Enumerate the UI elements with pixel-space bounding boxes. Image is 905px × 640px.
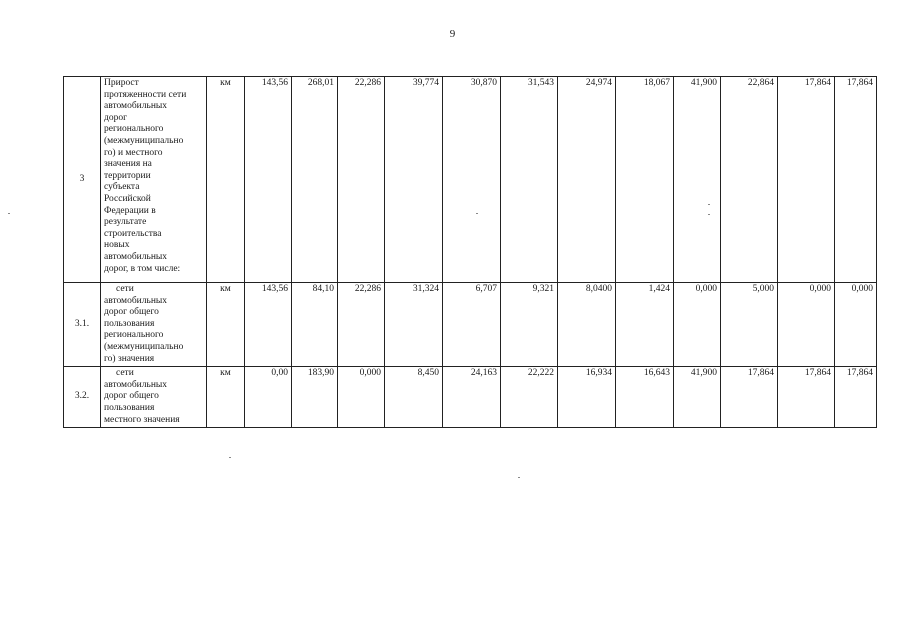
unit-cell: км	[207, 367, 245, 428]
value-cell: 41,900	[674, 77, 721, 283]
value-cell: 268,01	[292, 77, 338, 283]
value-cell: 8,450	[385, 367, 443, 428]
indicator-name-line: го) и местного	[104, 147, 163, 158]
indicator-name-line: Федерации в	[104, 205, 156, 216]
indicator-name-line: автомобильных	[104, 295, 168, 306]
value-cell: 22,286	[338, 283, 385, 367]
value-cell: 183,90	[292, 367, 338, 428]
indicator-name-line: регионального	[104, 330, 164, 341]
indicator-name-line: Прирост	[104, 78, 139, 88]
value-cell: 22,286	[338, 77, 385, 283]
indicator-name-line: автомобильных	[104, 101, 168, 112]
indicator-name-line: значения на	[104, 159, 152, 170]
indicator-name-line: регионального	[104, 124, 164, 135]
indicator-name-line: (межмуниципально	[104, 341, 184, 352]
value-cell: 0,000	[835, 283, 877, 367]
value-cell: 5,000	[721, 283, 778, 367]
scan-speck	[476, 213, 478, 214]
value-cell: 9,321	[501, 283, 558, 367]
value-cell: 22,864	[721, 77, 778, 283]
value-cell: 31,324	[385, 283, 443, 367]
value-cell: 17,864	[835, 367, 877, 428]
table-row-3	[64, 77, 877, 283]
indicator-name-line: автомобильных	[104, 379, 168, 390]
value-cell: 0,00	[245, 367, 292, 428]
scan-speck	[8, 213, 10, 214]
row-number: 3.1.	[64, 283, 101, 367]
value-cell: 143,56	[245, 283, 292, 367]
indicator-name-line: протяженности сети	[104, 89, 187, 100]
indicator-name-line: дорог, в том числе:	[104, 263, 181, 274]
value-cell: 0,000	[778, 283, 835, 367]
unit-cell: км	[207, 77, 245, 283]
indicator-name	[101, 283, 207, 367]
row-number: 3.2.	[64, 367, 101, 428]
indicator-name-line: сети	[116, 368, 134, 379]
table-row-3-2	[64, 367, 877, 428]
scan-speck	[708, 214, 710, 215]
value-cell: 17,864	[778, 77, 835, 283]
indicator-name-line: Российской	[104, 193, 151, 204]
indicator-name-line: территории	[104, 170, 151, 181]
indicator-name	[101, 77, 207, 283]
indicator-name-line: пользования	[104, 402, 155, 413]
value-cell: 84,10	[292, 283, 338, 367]
value-cell: 8,0400	[558, 283, 616, 367]
indicator-name-line: (межмуниципально	[104, 135, 184, 146]
scan-speck	[708, 204, 710, 205]
indicator-name-line: пользования	[104, 318, 155, 329]
indicator-name-line: го) значения	[104, 353, 155, 364]
indicator-name-line: строительства	[104, 228, 162, 239]
indicator-name-line: сети	[116, 284, 134, 294]
scan-speck	[518, 477, 520, 478]
value-cell: 22,222	[501, 367, 558, 428]
row-number: 3	[64, 77, 101, 283]
value-cell: 16,643	[616, 367, 674, 428]
unit-cell: км	[207, 283, 245, 367]
indicator-name-line: местного значения	[104, 414, 180, 425]
indicator-name-line: дорог общего	[104, 307, 159, 318]
value-cell: 17,864	[721, 367, 778, 428]
value-cell: 0,000	[338, 367, 385, 428]
indicator-name-line: результате	[104, 217, 147, 228]
indicator-name-line: новых	[104, 240, 130, 251]
value-cell: 39,774	[385, 77, 443, 283]
data-table	[63, 76, 877, 428]
indicator-name-line: автомобильных	[104, 251, 168, 262]
value-cell: 17,864	[835, 77, 877, 283]
table-row-3-1	[64, 283, 877, 367]
indicator-name	[101, 367, 207, 428]
value-cell: 18,067	[616, 77, 674, 283]
value-cell: 24,974	[558, 77, 616, 283]
value-cell: 143,56	[245, 77, 292, 283]
value-cell: 24,163	[443, 367, 501, 428]
value-cell: 6,707	[443, 283, 501, 367]
indicator-name-line: дорог	[104, 112, 127, 123]
value-cell: 17,864	[778, 367, 835, 428]
value-cell: 31,543	[501, 77, 558, 283]
scan-speck	[229, 457, 231, 458]
value-cell: 30,870	[443, 77, 501, 283]
value-cell: 1,424	[616, 283, 674, 367]
page-number: 9	[449, 28, 456, 40]
indicator-name-line: дорог общего	[104, 391, 159, 402]
value-cell: 0,000	[674, 283, 721, 367]
value-cell: 16,934	[558, 367, 616, 428]
value-cell: 41,900	[674, 367, 721, 428]
indicator-name-line: субъекта	[104, 182, 140, 193]
